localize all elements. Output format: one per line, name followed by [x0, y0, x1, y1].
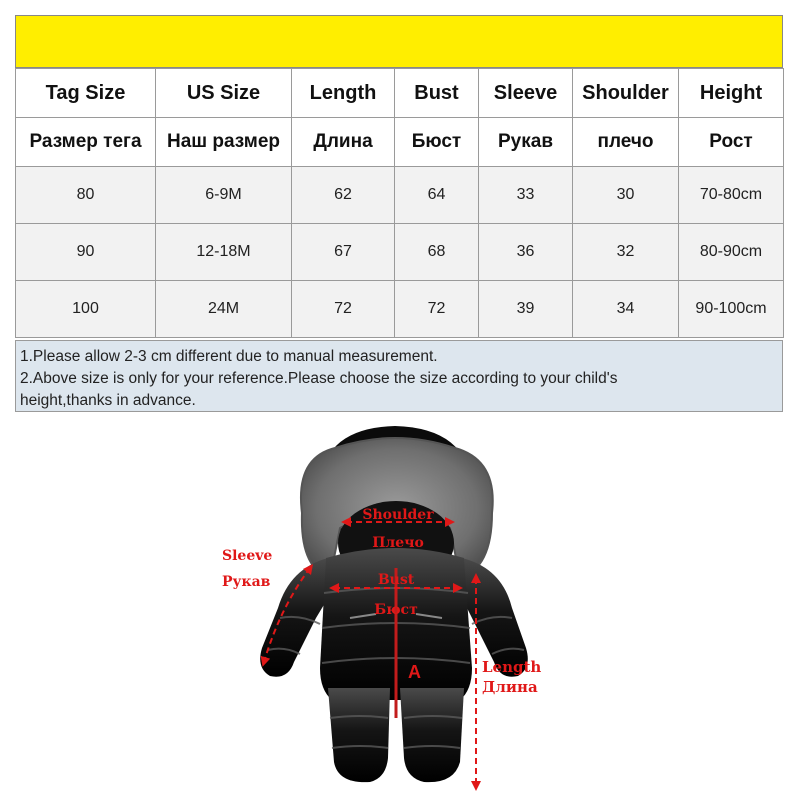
table-cell: 67 — [292, 224, 395, 281]
note-line: 2.Above size is only for your reference.Please choose the size according to your child's — [20, 370, 618, 387]
header-ru-height: Рост — [679, 118, 784, 167]
table-cell: 72 — [292, 281, 395, 338]
table-cell: 70-80cm — [679, 167, 784, 224]
right-leg-shape — [400, 688, 464, 782]
table-cell: 68 — [395, 224, 479, 281]
table-cell: 64 — [395, 167, 479, 224]
header-ru-sleeve: Рукав — [479, 118, 573, 167]
table-row — [16, 224, 784, 281]
note-line: height,thanks in advance. — [20, 392, 196, 409]
table-cell: 6-9M — [156, 167, 292, 224]
table-cell: 90 — [16, 224, 156, 281]
header-us-size: US Size — [156, 69, 292, 118]
header-length: Length — [292, 69, 395, 118]
table-cell: 24M — [156, 281, 292, 338]
bust-label-en: Bust — [377, 572, 415, 588]
table-cell: 39 — [479, 281, 573, 338]
table-row — [16, 167, 784, 224]
note-line: 1.Please allow 2-3 cm different due to manual measurement. — [20, 348, 438, 365]
size-chart-table — [15, 68, 784, 338]
table-cell: 32 — [573, 224, 679, 281]
table-cell: 80 — [16, 167, 156, 224]
header-row-russian — [16, 118, 784, 167]
header-tag-size: Tag Size — [16, 69, 156, 118]
size-notes — [15, 340, 783, 412]
header-ru-us-size: Наш размер — [156, 118, 292, 167]
table-cell: 80-90cm — [679, 224, 784, 281]
snowsuit-illustration — [210, 418, 590, 796]
point-a-label: A — [408, 662, 421, 682]
yellow-header-banner — [15, 15, 783, 68]
table-row — [16, 281, 784, 338]
header-ru-shoulder: плечо — [573, 118, 679, 167]
length-label-en: Length — [482, 658, 542, 676]
shoulder-label-en: Shoulder — [362, 507, 434, 523]
shoulder-label-ru: Плечо — [372, 535, 424, 551]
length-label-ru: Длина — [482, 678, 538, 696]
header-row-english — [16, 69, 784, 118]
bust-label-ru: Бюст — [374, 602, 418, 618]
header-height: Height — [679, 69, 784, 118]
header-ru-length: Длина — [292, 118, 395, 167]
header-shoulder: Shoulder — [573, 69, 679, 118]
table-cell: 33 — [479, 167, 573, 224]
header-ru-tag-size: Размер тега — [16, 118, 156, 167]
sleeve-label-en: Sleeve — [222, 548, 273, 564]
table-cell: 90-100cm — [679, 281, 784, 338]
table-cell: 12-18M — [156, 224, 292, 281]
table-cell: 34 — [573, 281, 679, 338]
header-ru-bust: Бюст — [395, 118, 479, 167]
table-cell: 30 — [573, 167, 679, 224]
left-leg-shape — [328, 688, 390, 782]
header-sleeve: Sleeve — [479, 69, 573, 118]
table-cell: 62 — [292, 167, 395, 224]
header-bust: Bust — [395, 69, 479, 118]
table-cell: 72 — [395, 281, 479, 338]
sleeve-label-ru: Рукав — [222, 574, 271, 590]
table-cell: 36 — [479, 224, 573, 281]
table-cell: 100 — [16, 281, 156, 338]
